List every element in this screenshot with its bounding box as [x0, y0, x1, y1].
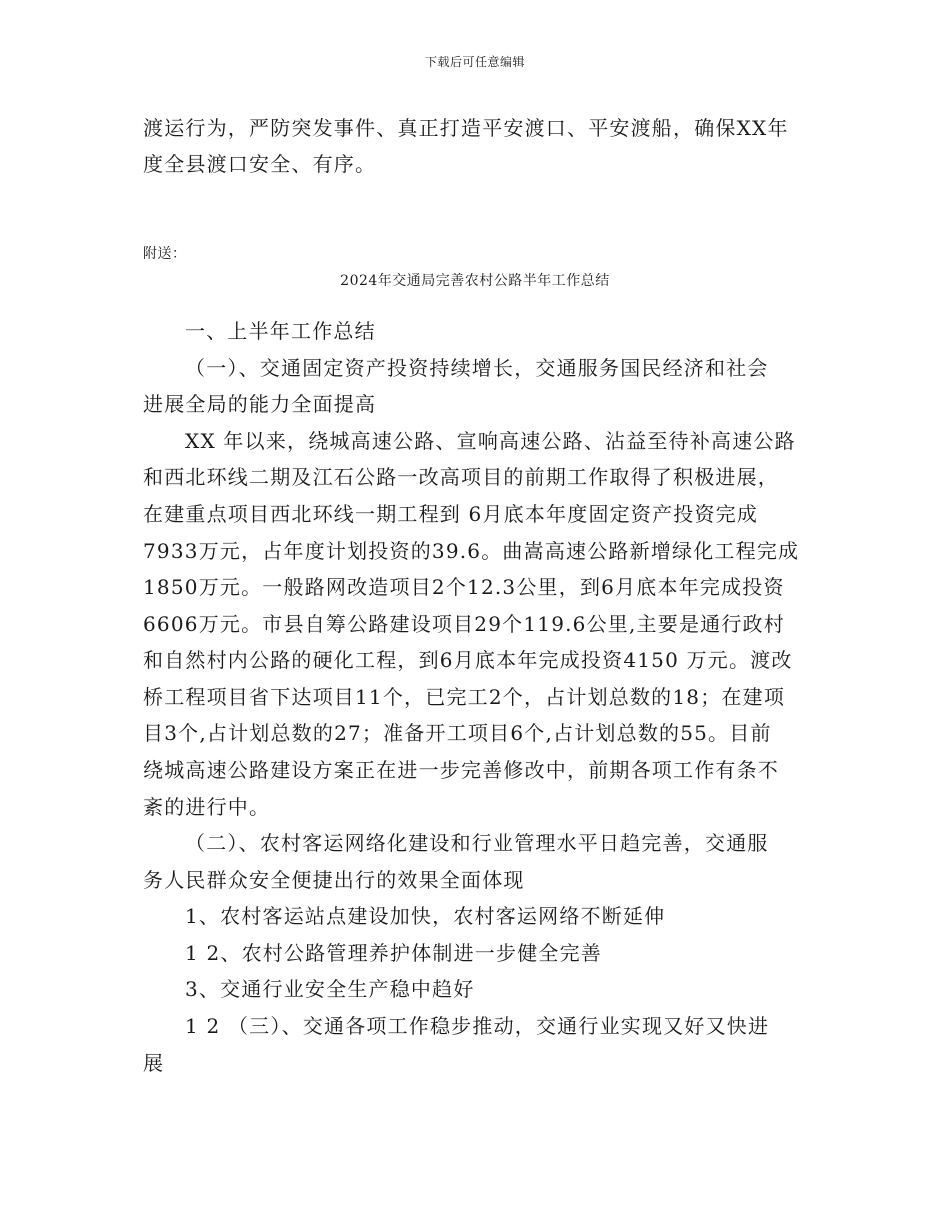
- paragraph-line: XX 年以来，绕城高速公路、宣响高速公路、沾益至待补高速公路: [185, 429, 796, 453]
- paragraph-line: 目3个,占计划总数的27；准备开工项目6个,占计划总数的55。目前: [143, 721, 772, 745]
- attachment-label: 附送：: [143, 246, 187, 262]
- document-title: 2024年交通局完善农村公路半年工作总结: [340, 273, 610, 289]
- subsection-heading: （二）、农村客运网络化建设和行业管理水平日趋完善，交通服: [185, 831, 769, 855]
- paragraph-line: 1850万元。一般路网改造项目2个12.3公里，到6月底本年完成投资: [143, 575, 785, 599]
- intro-line: 渡运行为，严防突发事件、真正打造平安渡口、平安渡船，确保XX年: [143, 116, 789, 140]
- intro-line: 度全县渡口安全、有序。: [143, 152, 377, 176]
- paragraph-line: 在建重点项目西北环线一期工程到 6月底本年度固定资产投资完成: [143, 502, 759, 526]
- subsection-heading-cont: 展: [143, 1051, 165, 1075]
- paragraph-line: 7933万元，占年度计划投资的39.6。曲嵩高速公路新增绿化工程完成: [143, 539, 800, 563]
- paragraph-line: 绕城高速公路建设方案正在进一步完善修改中，前期各项工作有条不: [143, 758, 779, 782]
- subsection-heading-cont: 进展全局的能力全面提高: [143, 392, 377, 416]
- list-item: 1、农村客运站点建设加快，农村客运网络不断延伸: [185, 904, 666, 928]
- paragraph-line: 6606万元。市县自筹公路建设项目29个119.6公里,主要是通行政村: [143, 612, 785, 636]
- paragraph-line: 和西北环线二期及江石公路一改高项目的前期工作取得了积极进展，: [143, 465, 779, 489]
- section-heading: 一、上半年工作总结: [185, 319, 376, 343]
- subsection-heading: 1 2 （三）、交通各项工作稳步推动，交通行业实现又好又快进: [185, 1014, 770, 1038]
- list-item: 3、交通行业安全生产稳中趋好: [185, 977, 475, 1001]
- page-header: 下载后可任意编辑: [424, 55, 525, 69]
- subsection-heading: （一）、交通固定资产投资持续增长，交通服务国民经济和社会: [185, 356, 769, 380]
- list-item: 1 2、农村公路管理养护体制进一步健全完善: [185, 941, 603, 965]
- paragraph-line: 桥工程项目省下达项目11个，已完工2个，占计划总数的18；在建项: [143, 685, 786, 709]
- paragraph-line: 和自然村内公路的硬化工程，到6月底本年完成投资4150 万元。渡改: [143, 648, 793, 672]
- subsection-heading-cont: 务人民群众安全便捷出行的效果全面体现: [143, 868, 525, 892]
- paragraph-line: 紊的进行中。: [143, 795, 271, 819]
